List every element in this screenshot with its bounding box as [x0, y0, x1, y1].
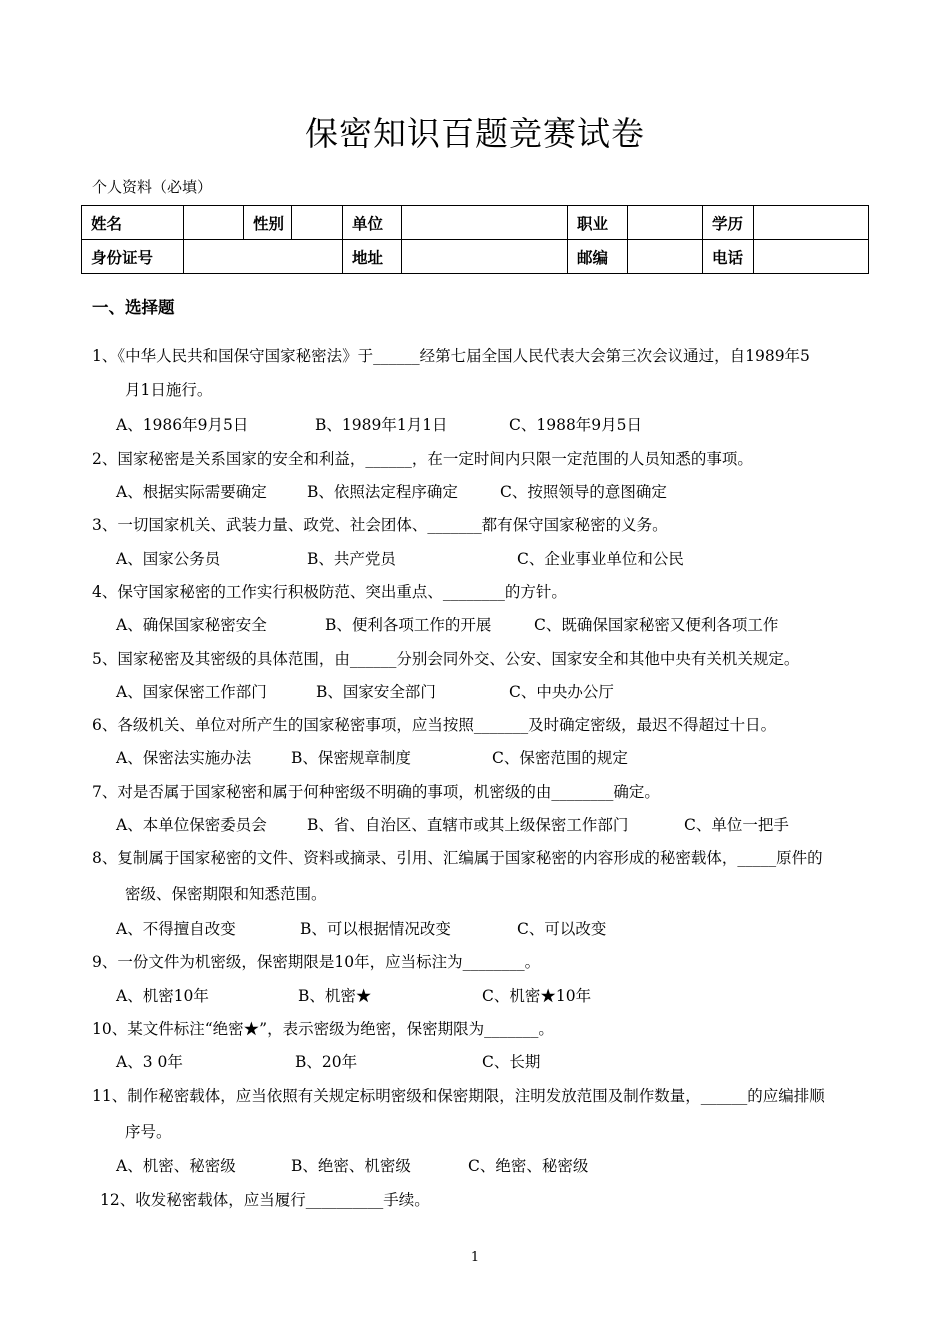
question-9-option-b[interactable]: B、机密★: [298, 987, 372, 1005]
info-cell-label-unit: 单位: [343, 206, 402, 240]
question-12-line-1: 12、收发秘密载体，应当履行__________手续。: [100, 1191, 430, 1209]
info-cell-value-phone[interactable]: [754, 240, 869, 274]
question-1-option-b[interactable]: B、1989年1月1日: [315, 416, 448, 434]
question-6-option-b[interactable]: B、保密规章制度: [291, 749, 411, 767]
info-cell-label-name: 姓名: [82, 206, 184, 240]
question-2-option-c[interactable]: C、按照领导的意图确定: [500, 483, 667, 501]
question-4-option-c[interactable]: C、既确保国家秘密又便利各项工作: [534, 616, 779, 634]
question-4-line-1: 4、保守国家秘密的工作实行积极防范、突出重点、________的方针。: [92, 583, 567, 601]
question-7-line-1: 7、对是否属于国家秘密和属于何种密级不明确的事项，机密级的由________确定。: [92, 783, 660, 801]
question-9-option-a[interactable]: A、机密10年: [116, 987, 209, 1005]
info-cell-value-education[interactable]: [754, 206, 869, 240]
question-10-line-1: 10、某文件标注“绝密★”，表示密级为绝密，保密期限为_______。: [92, 1020, 554, 1038]
question-8-line-2: 密级、保密期限和知悉范围。: [125, 885, 327, 903]
question-5-option-a[interactable]: A、国家保密工作部门: [116, 683, 267, 701]
page-number: 1: [470, 1250, 480, 1265]
question-8-option-a[interactable]: A、不得擅自改变: [116, 920, 236, 938]
question-1-option-a[interactable]: A、1986年9月5日: [116, 416, 249, 434]
question-6-option-c[interactable]: C、保密范围的规定: [492, 749, 628, 767]
question-1-option-c[interactable]: C、1988年9月5日: [509, 416, 643, 434]
info-cell-label-gender: 性别: [244, 206, 292, 240]
question-10-option-a[interactable]: A、3 0年: [116, 1053, 183, 1071]
info-cell-label-occupation: 职业: [568, 206, 628, 240]
question-9-line-1: 9、一份文件为机密级，保密期限是10年，应当标注为________。: [92, 953, 541, 971]
info-cell-value-id-number[interactable]: [184, 240, 343, 274]
page-title: 保密知识百题竞赛试卷: [305, 114, 645, 153]
info-cell-label-postcode: 邮编: [568, 240, 628, 274]
question-5-option-b[interactable]: B、国家安全部门: [316, 683, 436, 701]
info-cell-label-id-number: 身份证号: [82, 240, 184, 274]
question-7-option-a[interactable]: A、本单位保密委员会: [116, 816, 267, 834]
question-4-option-b[interactable]: B、便利各项工作的开展: [325, 616, 492, 634]
question-10-option-c[interactable]: C、长期: [482, 1053, 541, 1071]
question-8-option-b[interactable]: B、可以根据情况改变: [300, 920, 451, 938]
info-cell-value-postcode[interactable]: [628, 240, 703, 274]
info-row-2: [82, 240, 869, 274]
info-cell-value-occupation[interactable]: [628, 206, 703, 240]
question-4-option-a[interactable]: A、确保国家秘密安全: [116, 616, 267, 634]
personal-info-label: 个人资料（必填）: [92, 178, 213, 196]
personal-info-table: [81, 205, 869, 274]
info-cell-value-unit[interactable]: [402, 206, 568, 240]
question-3-option-c[interactable]: C、企业事业单位和公民: [517, 550, 684, 568]
question-3-option-a[interactable]: A、国家公务员: [116, 550, 221, 568]
question-7-option-b[interactable]: B、省、自治区、直辖市或其上级保密工作部门: [307, 816, 629, 834]
question-11-option-b[interactable]: B、绝密、机密级: [291, 1157, 411, 1175]
info-cell-label-education: 学历: [703, 206, 754, 240]
section-title: 一、选择题: [92, 298, 175, 317]
question-1-line-1: 1、《中华人民共和国保守国家秘密法》于______经第七届全国人民代表大会第三次会议通过，自1989年5: [92, 347, 810, 365]
info-cell-label-phone: 电话: [703, 240, 754, 274]
question-5-line-1: 5、国家秘密及其密级的具体范围，由______分别会同外交、公安、国家安全和其他中央有关机关规定。: [92, 650, 800, 668]
question-3-option-b[interactable]: B、共产党员: [307, 550, 396, 568]
question-6-line-1: 6、各级机关、单位对所产生的国家秘密事项，应当按照_______及时确定密级，最迟不得超过十日。: [92, 716, 777, 734]
question-11-line-2: 序号。: [125, 1123, 172, 1141]
question-6-option-a[interactable]: A、保密法实施办法: [116, 749, 252, 767]
question-8-option-c[interactable]: C、可以改变: [517, 920, 607, 938]
question-7-option-c[interactable]: C、单位一把手: [684, 816, 789, 834]
question-1-line-2: 月1日施行。: [125, 381, 213, 399]
question-2-line-1: 2、国家秘密是关系国家的安全和利益，______，在一定时间内只限一定范围的人员知悉的事项。: [92, 450, 753, 468]
info-cell-value-address[interactable]: [402, 240, 568, 274]
question-11-line-1: 11、制作秘密载体，应当依照有关规定标明密级和保密期限，注明发放范围及制作数量，______的应编排顺: [92, 1087, 825, 1105]
info-row-1: [82, 206, 869, 240]
info-cell-value-name[interactable]: [184, 206, 244, 240]
question-9-option-c[interactable]: C、机密★10年: [482, 987, 592, 1005]
question-5-option-c[interactable]: C、中央办公厅: [509, 683, 614, 701]
question-3-line-1: 3、一切国家机关、武装力量、政党、社会团体、_______都有保守国家秘密的义务。: [92, 516, 668, 534]
info-cell-value-gender[interactable]: [292, 206, 343, 240]
question-2-option-a[interactable]: A、根据实际需要确定: [116, 483, 267, 501]
question-10-option-b[interactable]: B、20年: [295, 1053, 358, 1071]
question-11-option-c[interactable]: C、绝密、秘密级: [468, 1157, 589, 1175]
question-8-line-1: 8、复制属于国家秘密的文件、资料或摘录、引用、汇编属于国家秘密的内容形成的秘密载体，_____原件的: [92, 849, 823, 867]
info-cell-label-address: 地址: [343, 240, 402, 274]
question-2-option-b[interactable]: B、依照法定程序确定: [307, 483, 458, 501]
question-11-option-a[interactable]: A、机密、秘密级: [116, 1157, 236, 1175]
